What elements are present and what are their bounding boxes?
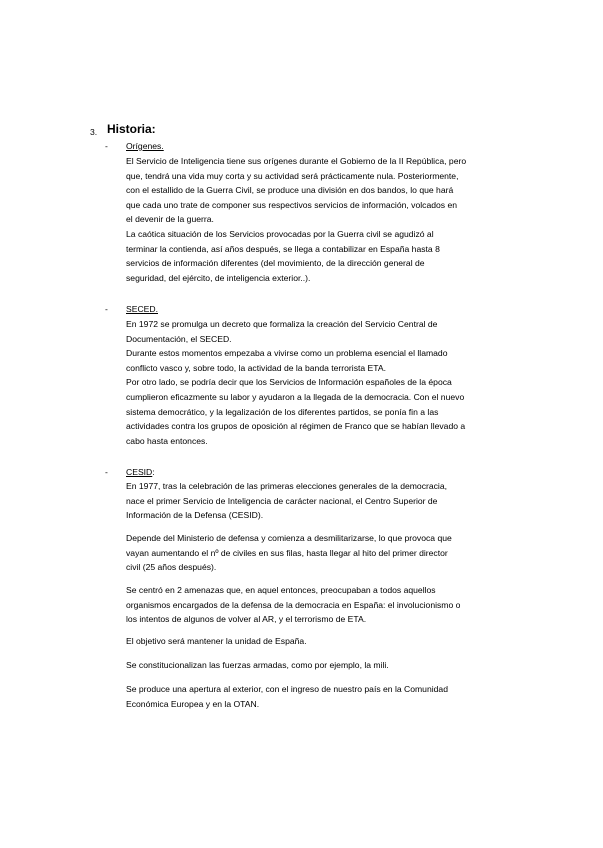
text-line: nace el primer Servicio de Inteligencia de carácter nacional, el Centro Superior de [126,495,438,506]
subheading-cesid-colon: : [152,467,155,477]
text-line: Documentación, el SECED. [126,333,232,344]
subheading-cesid [126,465,155,480]
text-line: Económica Europea y en la OTAN. [126,698,260,709]
text-line: conflicto vasco y, sobre todo, la actividad de la banda terrorista ETA. [126,362,387,373]
text-line: El objetivo será mantener la unidad de España. [126,636,307,646]
text-line: terminar la contienda, así años después, se llega a contabilizar en España hasta 8 [126,243,440,254]
text-line: actividades contra los grupos de oposición al régimen de Franco que se habían llevado a [126,421,466,432]
section-title: Historia: [107,122,156,136]
bullet-cesid: - [105,467,108,477]
cesid-paragraph [126,658,521,673]
seced-text [126,317,521,448]
bullet-seced: - [105,304,108,314]
cesid-paragraph [126,583,521,627]
text-line: El Servicio de Inteligencia tiene sus orígenes durante el Gobierno de la II República, pero [126,156,467,166]
bullet-origenes: - [105,141,108,151]
text-line: cabo hasta entonces. [126,435,208,446]
text-line: En 1977, tras la celebración de las primeras elecciones generales de la democracia, [126,481,448,491]
text-line: Información de la Defensa (CESID). [126,510,264,521]
cesid-paragraph [126,682,521,711]
text-line: Se produce una apertura al exterior, con el ingreso de nuestro país en la Comunidad [126,684,448,694]
text-line: Se constitucionalizan las fuerzas armadas, como por ejemplo, la mili. [126,660,389,670]
cesid-paragraph [126,531,521,575]
text-line: sistema democrático, y la legalización de los diferentes partidos, se ponía fin a las [126,406,439,417]
text-line: vayan aumentando el nº de civiles en sus filas, hasta llegar al hito del primer director [126,547,448,558]
text-line: cumplieron eficazmente su labor y ayudaron a la llegada de la democracia. Con el nuevo [126,391,465,402]
text-line: En 1972 se promulga un decreto que formaliza la creación del Servicio Central de [126,319,438,329]
text-line: Por otro lado, se podría decir que los Servicios de Información españoles de la época [126,377,452,388]
section-number: 3. [90,127,98,137]
text-line: el devenir de la guerra. [126,214,214,225]
cesid-intro [126,479,521,523]
text-line: con el estallido de la Guerra Civil, se produce una división en dos bandos, lo que hará [126,185,454,196]
text-line: que, tendrá una vida muy corta y su actividad será prácticamente nula. Posteriormente, [126,170,459,181]
text-line: civil (25 años después). [126,562,217,573]
text-line: Se centró en 2 amenazas que, en aquel entonces, preocupaban a todos aquellos [126,585,436,595]
text-line: organismos encargados de la defensa de la democracia en España: el involucionismo o [126,599,461,610]
text-line: servicios de información diferentes (del movimiento, de la dirección general de [126,258,425,269]
text-line: Durante estos momentos empezaba a vivirse como un problema esencial el llamado [126,348,448,359]
origenes-text [126,154,521,285]
text-line: que cada uno trate de componer sus respectivos servicios de información, volcados en [126,199,458,210]
text-line: los intentos de algunos de volver al AR, y el terrorismo de ETA. [126,614,367,625]
cesid-paragraph [126,634,521,649]
subheading-seced: SECED. [126,304,158,314]
subheading-origenes: Orígenes. [126,141,164,151]
text-line: seguridad, del ejército, de inteligencia exterior..). [126,272,311,283]
text-line: La caótica situación de los Servicios provocadas por la Guerra civil se agudizó al [126,228,434,239]
text-line: Depende del Ministerio de defensa y comienza a desmilitarizarse, lo que provoca que [126,533,452,543]
subheading-cesid-label: CESID [126,467,153,477]
